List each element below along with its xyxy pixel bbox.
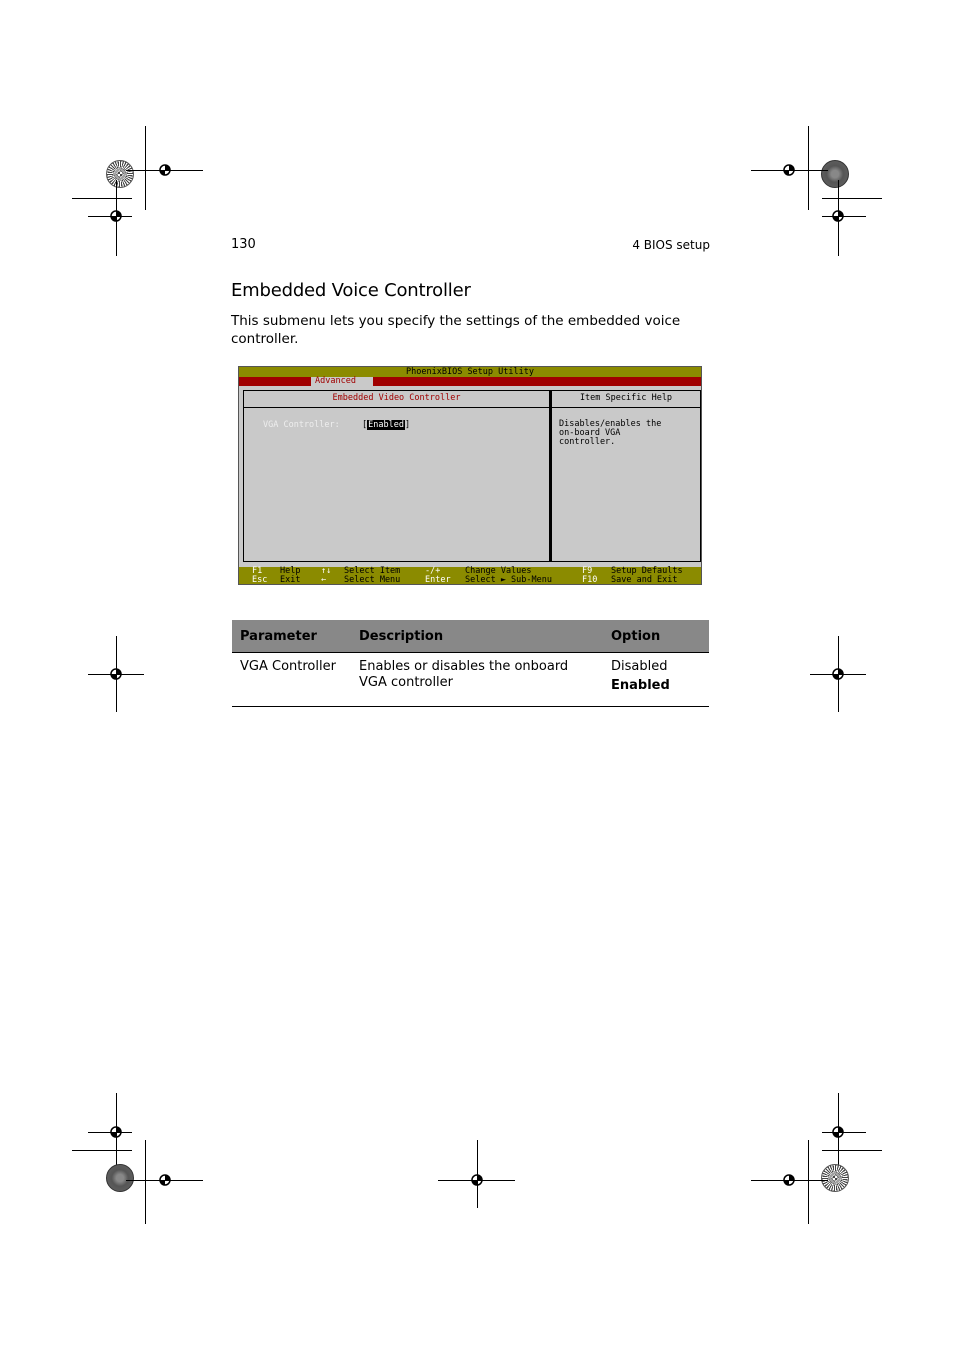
page-title: Embedded Voice Controller	[231, 280, 471, 301]
crop-line	[808, 126, 809, 210]
bios-title-bar: PhoenixBIOS Setup Utility	[239, 367, 701, 377]
crosshair-target-icon	[109, 667, 123, 681]
key-help-label: Help	[280, 566, 301, 576]
crosshair-target-icon	[470, 1173, 484, 1187]
column-header-description: Description	[351, 620, 603, 653]
crosshair-target-icon	[782, 1173, 796, 1187]
bios-help-text: Disables/enables the on-board VGA controller.	[559, 419, 662, 447]
crosshair-target-icon	[109, 209, 123, 223]
bios-settings-pane	[243, 390, 550, 562]
bios-screenshot	[238, 366, 702, 585]
key-exit-label: Exit	[280, 574, 301, 585]
key-f1: F1	[252, 566, 263, 576]
key-change-values-label: Change Values	[465, 566, 532, 576]
crop-line	[145, 1140, 146, 1224]
key-select-submenu-label: Select ► Sub-Menu	[465, 574, 552, 585]
crosshair-target-icon	[158, 163, 172, 177]
page-number: 130	[231, 237, 256, 252]
column-header-option: Option	[603, 620, 709, 653]
vga-value-selected: Enabled	[368, 420, 404, 430]
bios-menu-advanced: Advanced	[311, 377, 373, 386]
key-enter: Enter	[425, 574, 451, 585]
crop-line	[822, 1150, 882, 1151]
key-save-exit-label: Save and Exit	[611, 574, 678, 585]
cell-parameter: VGA Controller	[232, 653, 351, 707]
cell-description: Enables or disables the onboard VGA controller	[351, 653, 603, 707]
crop-line	[822, 198, 882, 199]
key-f9: F9	[582, 566, 593, 576]
registration-rose-icon	[821, 160, 849, 188]
key-select-menu-label: Select Menu	[344, 574, 401, 585]
crop-line	[145, 126, 146, 210]
key-esc: Esc	[252, 574, 268, 585]
bios-menu-bar	[239, 377, 701, 386]
crosshair-target-icon	[831, 667, 845, 681]
section-header: 4 BIOS setup	[632, 238, 710, 252]
cell-option	[603, 653, 709, 707]
registration-rose-icon	[106, 160, 134, 188]
bios-pane-title: Embedded Video Controller	[244, 391, 549, 408]
bios-key-legend	[239, 567, 701, 584]
registration-rose-icon	[106, 1164, 134, 1192]
vga-controller-value: [Enabled]	[362, 420, 411, 430]
key-setup-defaults-label: Setup Defaults	[611, 566, 683, 576]
option-disabled: Disabled	[611, 659, 668, 674]
crosshair-target-icon	[158, 1173, 172, 1187]
bios-help-title: Item Specific Help	[552, 391, 700, 408]
option-enabled-default: Enabled	[611, 678, 670, 693]
key-updown: ↑↓	[321, 566, 332, 576]
column-header-parameter: Parameter	[232, 620, 351, 653]
vga-controller-label: VGA Controller:	[263, 420, 340, 430]
crosshair-target-icon	[831, 1125, 845, 1139]
key-f10: F10	[582, 574, 598, 585]
registration-rose-icon	[821, 1164, 849, 1192]
parameter-table	[232, 620, 709, 707]
crop-line	[72, 198, 132, 199]
key-select-item-label: Select Item	[344, 566, 401, 576]
key-minus-plus: -/+	[425, 566, 441, 576]
crop-line	[808, 1140, 809, 1224]
table-header-row	[232, 620, 709, 653]
key-leftright: ←	[321, 574, 327, 585]
intro-paragraph: This submenu lets you specify the settings of the embedded voice controller.	[231, 313, 681, 347]
crosshair-target-icon	[109, 1125, 123, 1139]
crop-line	[72, 1150, 132, 1151]
crosshair-target-icon	[782, 163, 796, 177]
table-row	[232, 653, 709, 707]
crosshair-target-icon	[831, 209, 845, 223]
bios-help-pane	[550, 390, 701, 562]
